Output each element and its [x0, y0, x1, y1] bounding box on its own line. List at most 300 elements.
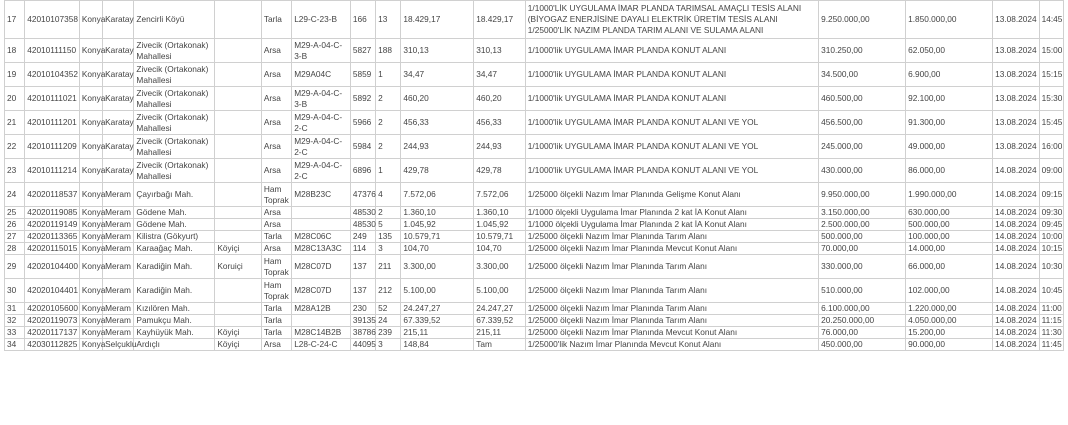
locality-cell [215, 63, 262, 87]
property-type-cell: Arsa [261, 87, 291, 111]
district-cell: Karatay [103, 135, 134, 159]
deposit-cell: 91.300,00 [906, 111, 993, 135]
estimated-price-cell: 76.000,00 [819, 327, 906, 339]
auction-time-cell: 11:15 [1039, 315, 1063, 327]
row-number-cell: 24 [5, 183, 25, 207]
zoning-status-cell: 1/25000 ölçekli Nazım İmar Planında Tarım Alanı [525, 255, 818, 279]
parcel-id-cell: 42010104352 [25, 63, 80, 87]
sale-area-cell: 429,78 [474, 159, 526, 183]
zoning-status-cell: 1/25000 ölçekli Nazım İmar Planında Tarım Alanı [525, 303, 818, 315]
district-cell: Karatay [103, 63, 134, 87]
map-sheet-cell: M29-A-04-C-3-B [292, 39, 351, 63]
neighborhood-cell: Pamukçu Mah. [134, 315, 215, 327]
sale-area-cell: 215,11 [474, 327, 526, 339]
estimated-price-cell: 510.000,00 [819, 279, 906, 303]
sale-area-cell: 34,47 [474, 63, 526, 87]
neighborhood-cell: Zivecik (Ortakonak) Mahallesi [134, 63, 215, 87]
estimated-price-cell: 430.000,00 [819, 159, 906, 183]
map-sheet-cell: M29-A-04-C-2-C [292, 135, 351, 159]
area-cell: 34,47 [401, 63, 474, 87]
auction-time-cell: 09:30 [1039, 207, 1063, 219]
district-cell: Meram [103, 255, 134, 279]
table-row [5, 279, 1064, 303]
estimated-price-cell: 34.500,00 [819, 63, 906, 87]
zoning-status-cell: 1/1000 ölçekli Uygulama İmar Planında 2 kat İA Konut Alanı [525, 219, 818, 231]
neighborhood-cell: Zivecik (Ortakonak) Mahallesi [134, 135, 215, 159]
area-cell: 7.572,06 [401, 183, 474, 207]
area-cell: 24.247,27 [401, 303, 474, 315]
zoning-status-cell: 1/1000'lik UYGULAMA İMAR PLANDA KONUT ALANI VE YOL [525, 135, 818, 159]
row-number-cell: 26 [5, 219, 25, 231]
area-cell: 244,93 [401, 135, 474, 159]
parcel-number-cell: 2 [376, 87, 401, 111]
table-row [5, 63, 1064, 87]
locality-cell: Koruiçi [215, 255, 262, 279]
zoning-status-cell: 1/1000'lik UYGULAMA İMAR PLANDA KONUT ALANI [525, 39, 818, 63]
block-number-cell: 230 [350, 303, 375, 315]
parcel-id-cell: 42020105600 [25, 303, 80, 315]
district-cell: Karatay [103, 87, 134, 111]
deposit-cell: 15.200,00 [906, 327, 993, 339]
estimated-price-cell: 2.500.000,00 [819, 219, 906, 231]
area-cell: 1.045,92 [401, 219, 474, 231]
deposit-cell: 102.000,00 [906, 279, 993, 303]
neighborhood-cell: Karadiğin Mah. [134, 279, 215, 303]
auction-date-cell: 14.08.2024 [993, 159, 1040, 183]
map-sheet-cell: M28C13A3C [292, 243, 351, 255]
area-cell: 3.300,00 [401, 255, 474, 279]
auction-date-cell: 13.08.2024 [993, 135, 1040, 159]
auction-time-cell: 11:45 [1039, 339, 1063, 351]
sale-area-cell: 310,13 [474, 39, 526, 63]
neighborhood-cell: Ardıçlı [134, 339, 215, 351]
parcel-id-cell: 42010111201 [25, 111, 80, 135]
map-sheet-cell: M28C07D [292, 255, 351, 279]
locality-cell [215, 303, 262, 315]
province-cell: Konya [79, 315, 102, 327]
map-sheet-cell [292, 207, 351, 219]
locality-cell [215, 159, 262, 183]
row-number-cell: 31 [5, 303, 25, 315]
parcel-id-cell: 42010111150 [25, 39, 80, 63]
parcel-id-cell: 42020113365 [25, 231, 80, 243]
table-row [5, 327, 1064, 339]
neighborhood-cell: Karadiğin Mah. [134, 255, 215, 279]
district-cell: Meram [103, 219, 134, 231]
row-number-cell: 29 [5, 255, 25, 279]
sale-area-cell: 104,70 [474, 243, 526, 255]
parcel-number-cell: 239 [376, 327, 401, 339]
auction-date-cell: 13.08.2024 [993, 111, 1040, 135]
auction-time-cell: 14:45 [1039, 1, 1063, 39]
area-cell: 67.339,52 [401, 315, 474, 327]
neighborhood-cell: Karaağaç Mah. [134, 243, 215, 255]
area-cell: 310,13 [401, 39, 474, 63]
auction-time-cell: 10:45 [1039, 279, 1063, 303]
block-number-cell: 5859 [350, 63, 375, 87]
table-row [5, 243, 1064, 255]
map-sheet-cell: M28C06C [292, 231, 351, 243]
block-number-cell: 48530 [350, 219, 375, 231]
sale-area-cell: 7.572,06 [474, 183, 526, 207]
property-type-cell: Tarla [261, 1, 291, 39]
auction-time-cell: 10:00 [1039, 231, 1063, 243]
map-sheet-cell: L29-C-23-B [292, 1, 351, 39]
deposit-cell: 14.000,00 [906, 243, 993, 255]
block-number-cell: 44095 [350, 339, 375, 351]
parcel-id-cell: 42030112825 [25, 339, 80, 351]
district-cell: Meram [103, 327, 134, 339]
map-sheet-cell: M28B23C [292, 183, 351, 207]
parcel-number-cell: 24 [376, 315, 401, 327]
property-type-cell: Ham Toprak [261, 183, 291, 207]
sale-area-cell: 3.300,00 [474, 255, 526, 279]
area-cell: 429,78 [401, 159, 474, 183]
neighborhood-cell: Kızılören Mah. [134, 303, 215, 315]
deposit-cell: 62.050,00 [906, 39, 993, 63]
estimated-price-cell: 330.000,00 [819, 255, 906, 279]
province-cell: Konya [79, 339, 102, 351]
neighborhood-cell: Zivecik (Ortakonak) Mahallesi [134, 39, 215, 63]
area-cell: 148,84 [401, 339, 474, 351]
zoning-status-cell: 1/25000'lik Nazım İmar Planında Mevcut Konut Alanı [525, 339, 818, 351]
district-cell: Meram [103, 183, 134, 207]
map-sheet-cell [292, 315, 351, 327]
auction-date-cell: 14.08.2024 [993, 327, 1040, 339]
property-type-cell: Arsa [261, 207, 291, 219]
zoning-status-cell: 1/25000 ölçekli Nazım İmar Planında Tarım Alanı [525, 315, 818, 327]
sale-area-cell: 460,20 [474, 87, 526, 111]
row-number-cell: 17 [5, 1, 25, 39]
table-row [5, 255, 1064, 279]
province-cell: Konya [79, 135, 102, 159]
neighborhood-cell: Zencirli Köyü [134, 1, 215, 39]
deposit-cell: 1.850.000,00 [906, 1, 993, 39]
auction-date-cell: 14.08.2024 [993, 255, 1040, 279]
auction-date-cell: 13.08.2024 [993, 87, 1040, 111]
province-cell: Konya [79, 39, 102, 63]
district-cell: Meram [103, 207, 134, 219]
auction-time-cell: 10:15 [1039, 243, 1063, 255]
area-cell: 5.100,00 [401, 279, 474, 303]
sale-area-cell: 244,93 [474, 135, 526, 159]
locality-cell [215, 279, 262, 303]
area-cell: 18.429,17 [401, 1, 474, 39]
district-cell: Karatay [103, 1, 134, 39]
block-number-cell: 47376 [350, 183, 375, 207]
table-row [5, 135, 1064, 159]
district-cell: Karatay [103, 159, 134, 183]
locality-cell [215, 315, 262, 327]
parcel-number-cell: 3 [376, 243, 401, 255]
locality-cell [215, 39, 262, 63]
row-number-cell: 25 [5, 207, 25, 219]
parcel-number-cell: 1 [376, 63, 401, 87]
parcel-id-cell: 42010111021 [25, 87, 80, 111]
parcel-id-cell: 42020119149 [25, 219, 80, 231]
estimated-price-cell: 9.950.000,00 [819, 183, 906, 207]
row-number-cell: 27 [5, 231, 25, 243]
row-number-cell: 23 [5, 159, 25, 183]
map-sheet-cell: M29-A-04-C-2-C [292, 159, 351, 183]
map-sheet-cell: M29A04C [292, 63, 351, 87]
deposit-cell: 630.000,00 [906, 207, 993, 219]
property-type-cell: Arsa [261, 243, 291, 255]
row-number-cell: 28 [5, 243, 25, 255]
locality-cell [215, 231, 262, 243]
auction-date-cell: 14.08.2024 [993, 219, 1040, 231]
map-sheet-cell: M28A12B [292, 303, 351, 315]
estimated-price-cell: 9.250.000,00 [819, 1, 906, 39]
sale-area-cell: 1.360,10 [474, 207, 526, 219]
auction-date-cell: 14.08.2024 [993, 183, 1040, 207]
table-row [5, 219, 1064, 231]
auction-time-cell: 15:30 [1039, 87, 1063, 111]
district-cell: Meram [103, 231, 134, 243]
property-type-cell: Arsa [261, 39, 291, 63]
zoning-status-cell: 1/25000 ölçekli Nazım İmar Planında Gelişme Konut Alanı [525, 183, 818, 207]
zoning-status-cell: 1/25000 ölçekli Nazım İmar Planında Tarım Alanı [525, 279, 818, 303]
province-cell: Konya [79, 255, 102, 279]
parcel-id-cell: 42020115015 [25, 243, 80, 255]
area-cell: 456,33 [401, 111, 474, 135]
parcel-id-cell: 42010111209 [25, 135, 80, 159]
neighborhood-cell: Çayırbağı Mah. [134, 183, 215, 207]
zoning-status-cell: 1/25000 ölçekli Nazım İmar Planında Mevcut Konut Alanı [525, 327, 818, 339]
zoning-status-cell: 1/1000'lik UYGULAMA İMAR PLANDA KONUT ALANI [525, 63, 818, 87]
deposit-cell: 86.000,00 [906, 159, 993, 183]
property-type-cell: Tarla [261, 327, 291, 339]
neighborhood-cell: Kilistra (Gökyurt) [134, 231, 215, 243]
district-cell: Karatay [103, 111, 134, 135]
auction-time-cell: 09:15 [1039, 183, 1063, 207]
block-number-cell: 166 [350, 1, 375, 39]
parcel-number-cell: 2 [376, 207, 401, 219]
estimated-price-cell: 3.150.000,00 [819, 207, 906, 219]
estimated-price-cell: 456.500,00 [819, 111, 906, 135]
locality-cell [215, 87, 262, 111]
auction-date-cell: 13.08.2024 [993, 39, 1040, 63]
district-cell: Meram [103, 303, 134, 315]
zoning-status-cell: 1/1000 ölçekli Uygulama İmar Planında 2 kat İA Konut Alanı [525, 207, 818, 219]
locality-cell [215, 219, 262, 231]
table-row [5, 111, 1064, 135]
parcel-id-cell: 42020104401 [25, 279, 80, 303]
parcel-id-cell: 42020117137 [25, 327, 80, 339]
map-sheet-cell: L28-C-24-C [292, 339, 351, 351]
deposit-cell: 92.100,00 [906, 87, 993, 111]
auction-date-cell: 14.08.2024 [993, 303, 1040, 315]
row-number-cell: 30 [5, 279, 25, 303]
parcel-id-cell: 42020119073 [25, 315, 80, 327]
parcel-id-cell: 42010111214 [25, 159, 80, 183]
property-type-cell: Ham Toprak [261, 279, 291, 303]
table-row [5, 231, 1064, 243]
parcel-id-cell: 42010107358 [25, 1, 80, 39]
parcel-number-cell: 5 [376, 219, 401, 231]
deposit-cell: 90.000,00 [906, 339, 993, 351]
district-cell: Meram [103, 243, 134, 255]
area-cell: 1.360,10 [401, 207, 474, 219]
row-number-cell: 34 [5, 339, 25, 351]
district-cell: Karatay [103, 39, 134, 63]
table-row [5, 303, 1064, 315]
district-cell: Meram [103, 315, 134, 327]
locality-cell [215, 183, 262, 207]
table-row [5, 1, 1064, 39]
row-number-cell: 18 [5, 39, 25, 63]
province-cell: Konya [79, 183, 102, 207]
parcel-number-cell: 188 [376, 39, 401, 63]
auction-time-cell: 09:00 [1039, 159, 1063, 183]
auction-time-cell: 16:00 [1039, 135, 1063, 159]
auction-time-cell: 15:00 [1039, 39, 1063, 63]
block-number-cell: 5892 [350, 87, 375, 111]
estimated-price-cell: 500.000,00 [819, 231, 906, 243]
property-type-cell: Arsa [261, 339, 291, 351]
property-type-cell: Tarla [261, 303, 291, 315]
locality-cell: Köyiçi [215, 243, 262, 255]
table-row [5, 159, 1064, 183]
province-cell: Konya [79, 1, 102, 39]
zoning-status-cell: 1/25000 ölçekli Nazım İmar Planında Tarım Alanı [525, 231, 818, 243]
block-number-cell: 137 [350, 279, 375, 303]
deposit-cell: 1.220.000,00 [906, 303, 993, 315]
table-row [5, 315, 1064, 327]
property-type-cell: Tarla [261, 231, 291, 243]
province-cell: Konya [79, 207, 102, 219]
sale-area-cell: 18.429,17 [474, 1, 526, 39]
auction-time-cell: 11:30 [1039, 327, 1063, 339]
property-type-cell: Ham Toprak [261, 255, 291, 279]
auction-date-cell: 14.08.2024 [993, 279, 1040, 303]
table-row [5, 183, 1064, 207]
auction-time-cell: 15:15 [1039, 63, 1063, 87]
locality-cell [215, 1, 262, 39]
sale-area-cell: Tam [474, 339, 526, 351]
parcel-number-cell: 211 [376, 255, 401, 279]
row-number-cell: 20 [5, 87, 25, 111]
row-number-cell: 33 [5, 327, 25, 339]
map-sheet-cell: M28C14B2B [292, 327, 351, 339]
auction-date-cell: 14.08.2024 [993, 339, 1040, 351]
estimated-price-cell: 6.100.000,00 [819, 303, 906, 315]
deposit-cell: 6.900,00 [906, 63, 993, 87]
table-row [5, 39, 1064, 63]
block-number-cell: 48530 [350, 207, 375, 219]
neighborhood-cell: Kayhüyük Mah. [134, 327, 215, 339]
neighborhood-cell: Zivecik (Ortakonak) Mahallesi [134, 111, 215, 135]
table-row [5, 207, 1064, 219]
row-number-cell: 21 [5, 111, 25, 135]
province-cell: Konya [79, 111, 102, 135]
row-number-cell: 22 [5, 135, 25, 159]
locality-cell: Köyiçi [215, 339, 262, 351]
deposit-cell: 66.000,00 [906, 255, 993, 279]
auction-date-cell: 14.08.2024 [993, 243, 1040, 255]
deposit-cell: 100.000,00 [906, 231, 993, 243]
neighborhood-cell: Gödene Mah. [134, 207, 215, 219]
row-number-cell: 19 [5, 63, 25, 87]
locality-cell [215, 135, 262, 159]
property-type-cell: Arsa [261, 63, 291, 87]
sale-area-cell: 1.045,92 [474, 219, 526, 231]
map-sheet-cell: M28C07D [292, 279, 351, 303]
table-body [5, 1, 1064, 351]
parcel-number-cell: 212 [376, 279, 401, 303]
province-cell: Konya [79, 303, 102, 315]
block-number-cell: 137 [350, 255, 375, 279]
estimated-price-cell: 70.000,00 [819, 243, 906, 255]
parcel-number-cell: 2 [376, 135, 401, 159]
zoning-status-cell: 1/1000'LİK UYGULAMA İMAR PLANDA TARIMSAL AMAÇLI TESİS ALANI (BİYOGAZ ENERJİSİNE DAYALI ELEKTRİK ÜRETİM TESİS ALANI 1/25000'LİK NAZIM PLANDA TARIM ALANI VE SULAMA ALANI [525, 1, 818, 39]
sale-area-cell: 24.247,27 [474, 303, 526, 315]
auction-time-cell: 09:45 [1039, 219, 1063, 231]
estimated-price-cell: 460.500,00 [819, 87, 906, 111]
row-number-cell: 32 [5, 315, 25, 327]
estimated-price-cell: 20.250.000,00 [819, 315, 906, 327]
locality-cell: Köyiçi [215, 327, 262, 339]
district-cell: Selçuklu [103, 339, 134, 351]
block-number-cell: 39135 [350, 315, 375, 327]
province-cell: Konya [79, 327, 102, 339]
auction-date-cell: 14.08.2024 [993, 231, 1040, 243]
zoning-status-cell: 1/1000'lik UYGULAMA İMAR PLANDA KONUT ALANI [525, 87, 818, 111]
province-cell: Konya [79, 159, 102, 183]
area-cell: 460,20 [401, 87, 474, 111]
deposit-cell: 49.000,00 [906, 135, 993, 159]
parcel-auction-table [4, 0, 1064, 351]
property-type-cell: Tarla [261, 315, 291, 327]
parcel-number-cell: 52 [376, 303, 401, 315]
parcel-id-cell: 42020104400 [25, 255, 80, 279]
table-row [5, 87, 1064, 111]
block-number-cell: 5827 [350, 39, 375, 63]
auction-date-cell: 13.08.2024 [993, 1, 1040, 39]
province-cell: Konya [79, 231, 102, 243]
map-sheet-cell: M29-A-04-C-2-C [292, 111, 351, 135]
map-sheet-cell [292, 219, 351, 231]
auction-date-cell: 13.08.2024 [993, 63, 1040, 87]
zoning-status-cell: 1/1000'lik UYGULAMA İMAR PLANDA KONUT ALANI VE YOL [525, 111, 818, 135]
property-type-cell: Arsa [261, 219, 291, 231]
block-number-cell: 38786 [350, 327, 375, 339]
parcel-number-cell: 1 [376, 159, 401, 183]
table-row [5, 339, 1064, 351]
block-number-cell: 6896 [350, 159, 375, 183]
neighborhood-cell: Gödene Mah. [134, 219, 215, 231]
sale-area-cell: 10.579,71 [474, 231, 526, 243]
province-cell: Konya [79, 243, 102, 255]
deposit-cell: 500.000,00 [906, 219, 993, 231]
estimated-price-cell: 245.000,00 [819, 135, 906, 159]
zoning-status-cell: 1/1000'lik UYGULAMA İMAR PLANDA KONUT ALANI VE YOL [525, 159, 818, 183]
neighborhood-cell: Zivecik (Ortakonak) Mahallesi [134, 159, 215, 183]
parcel-number-cell: 4 [376, 183, 401, 207]
province-cell: Konya [79, 279, 102, 303]
deposit-cell: 1.990.000,00 [906, 183, 993, 207]
parcel-id-cell: 42020119085 [25, 207, 80, 219]
deposit-cell: 4.050.000,00 [906, 315, 993, 327]
zoning-status-cell: 1/25000 ölçekli Nazım İmar Planında Mevcut Konut Alanı [525, 243, 818, 255]
province-cell: Konya [79, 219, 102, 231]
auction-time-cell: 10:30 [1039, 255, 1063, 279]
estimated-price-cell: 450.000,00 [819, 339, 906, 351]
property-type-cell: Arsa [261, 111, 291, 135]
sale-area-cell: 456,33 [474, 111, 526, 135]
auction-date-cell: 14.08.2024 [993, 315, 1040, 327]
area-cell: 10.579,71 [401, 231, 474, 243]
